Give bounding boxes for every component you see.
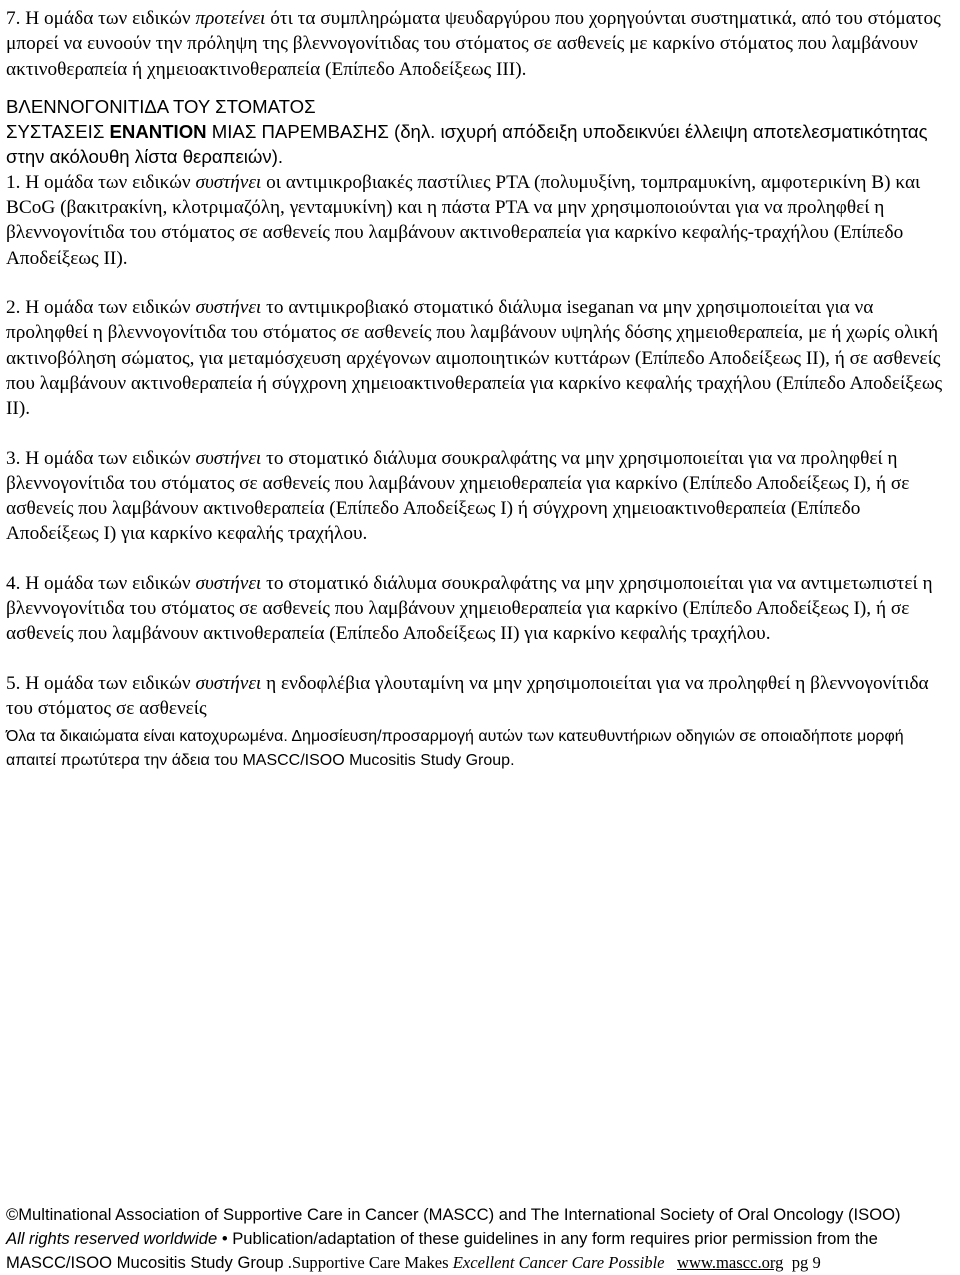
document-page: [6, 6, 956, 772]
page-number: pg 9: [791, 1253, 821, 1272]
item-number: 5.: [6, 672, 21, 694]
recommendation-verb: συστήνει: [195, 297, 262, 319]
recommendation-verb: προτείνει: [195, 8, 266, 29]
section-title: ΒΛΕΝΝΟΓΟΝΙΤΙΔΑ ΤΟΥ ΣΤΟΜΑΤΟΣ: [6, 95, 316, 117]
recommendation-verb: συστήνει: [195, 171, 262, 193]
item-number: 2.: [6, 297, 21, 319]
recommendation-item-1: 1. Η ομάδα των ειδικών συστήνει οι αντιμικροβιακές παστίλιες PTA (πολυμυξίνη, τομπραμυκίνη, αμφοτερικίνη Β) και BCoG (βακιτρακίνη, κλοτριμαζόλη, γενταμυκίνη) και η πάστα PTA να μην χρησιμοποιούνται για να προληφθεί η βλεννογονίτιδα του στόματος σε ασθενείς που λαμβάνουν ακτινοθεραπεία για καρκίνο κεφαλής-τραχήλου (Επίπεδο Αποδείξεως ΙΙ).: [6, 171, 921, 269]
recommendation-item-4: 4. Η ομάδα των ειδικών συστήνει το στοματικό διάλυμα σουκραλφάτης να μην χρησιμοποιείται για να αντιμετωπιστεί η βλεννογονίτιδα του στόματος σε ασθενείς που λαμβάνουν χημειοθεραπεία για καρκίνο (Επίπεδο Αποδείξεως Ι), ή σε ασθενείς που λαμβάνουν ακτινοθεραπεία (Επίπεδο Αποδείξεως ΙΙ) για καρκίνο κεφαλής τραχήλου.: [6, 572, 933, 645]
footer-group: MASCC/ISOO Mucositis Study Group: [6, 1253, 284, 1272]
item-number: 3.: [6, 447, 21, 469]
recommendation-item-3: 3. Η ομάδα των ειδικών συστήνει το στοματικό διάλυμα σουκραλφάτης να μην χρησιμοποιείται για να προληφθεί η βλεννογονίτιδα του στόματος σε ασθενείς που λαμβάνουν χημειοθεραπεία για καρκίνο (Επίπεδο Αποδείξεως Ι), ή σε ασθενείς που λαμβάνουν ακτινοθεραπεία (Επίπεδο Αποδείξεως Ι) ή σύγχρονη χημειοακτινοθεραπεία (Επίπεδο Αποδείξεως Ι) για καρκίνο κεφαλής τραχήλου.: [6, 447, 910, 545]
item-number: 7.: [6, 8, 21, 29]
recommendation-verb: συστήνει: [195, 572, 262, 594]
recommendation-item-5: 5. Η ομάδα των ειδικών συστήνει η ενδοφλέβια γλουταμίνη να μην χρησιμοποιείται για να προληφθεί η βλεννογονίτιδα του στόματος σε ασθενείς: [6, 672, 929, 719]
item-number: 1.: [6, 171, 21, 193]
section-subtitle: ΣΥΣΤΑΣΕΙΣ ΕΝΑΝΤΙΟΝ ΜΙΑΣ ΠΑΡΕΜΒΑΣΗΣ (δηλ. ισχυρή απόδειξη υποδεικνύει έλλειψη αποτελεσματικότητας στην ακόλουθη λίστα θεραπειών).: [6, 120, 928, 167]
recommendation-item-2: 2. Η ομάδα των ειδικών συστήνει το αντιμικροβιακό στοματικό διάλυμα iseganan να μην χρησιμοποιείται για να προληφθεί η βλεννογονίτιδα του στόματος σε ασθενείς που λαμβάνουν υψηλής δόσης χημειοθεραπεία, με ή χωρίς ολική ακτινοβόληση σώματος, για μεταμόσχευση αρχέγονων αιμοποιητικών κυττάρων (Επίπεδο Αποδείξεως ΙΙ), ή σε ασθενείς που λαμβάνουν ακτινοθεραπεία ή σύγχρονη χημειοακτινοθεραπεία για καρκίνο κεφαλής τραχήλου (Επίπεδο Αποδείξεως ΙΙ).: [6, 297, 943, 420]
footer-copyright: ©Multinational Association of Supportive Care in Cancer (MASCC) and The International Society of Oral Oncology (ISOO): [6, 1205, 901, 1224]
footer-group-line: MASCC/ISOO Mucositis Study Group .Supportive Care Makes Excellent Cancer Care Possible www.mascc.org pg 9: [6, 1253, 821, 1272]
recommendation-7: 7. Η ομάδα των ειδικών προτείνει ότι τα συμπληρώματα ψευδαργύρου που χορηγούνται συστηματικά, από του στόματος μπορεί να ευνοούν την πρόληψη της βλεννογονίτιδας του στόματος σε ασθενείς με καρκίνο στόματος που λαμβάνουν ακτινοθεραπεία ή χημειοακτινοθεραπεία (Επίπεδο Αποδείξεως ΙΙΙ).: [6, 8, 941, 80]
recommendation-verb: συστήνει: [195, 447, 262, 469]
recommendation-list: [6, 170, 956, 721]
page-footer: [6, 1203, 956, 1275]
recommendation-verb: συστήνει: [195, 672, 262, 694]
rights-notice: Όλα τα δικαιώματα είναι κατοχυρωμένα. Δημοσίευση/προσαρμογή αυτών των κατευθυντήριων οδηγιών σε οποιαδήποτε μορφή απαιτεί πρωτύτερα την άδεια του MASCC/ISOO Mucositis Study Group.: [6, 728, 904, 769]
item-number: 4.: [6, 572, 21, 594]
footer-website-link[interactable]: www.mascc.org: [677, 1253, 784, 1272]
footer-permission: All rights reserved worldwide • Publication/adaptation of these guidelines in any form requires prior permission from the: [6, 1229, 878, 1248]
